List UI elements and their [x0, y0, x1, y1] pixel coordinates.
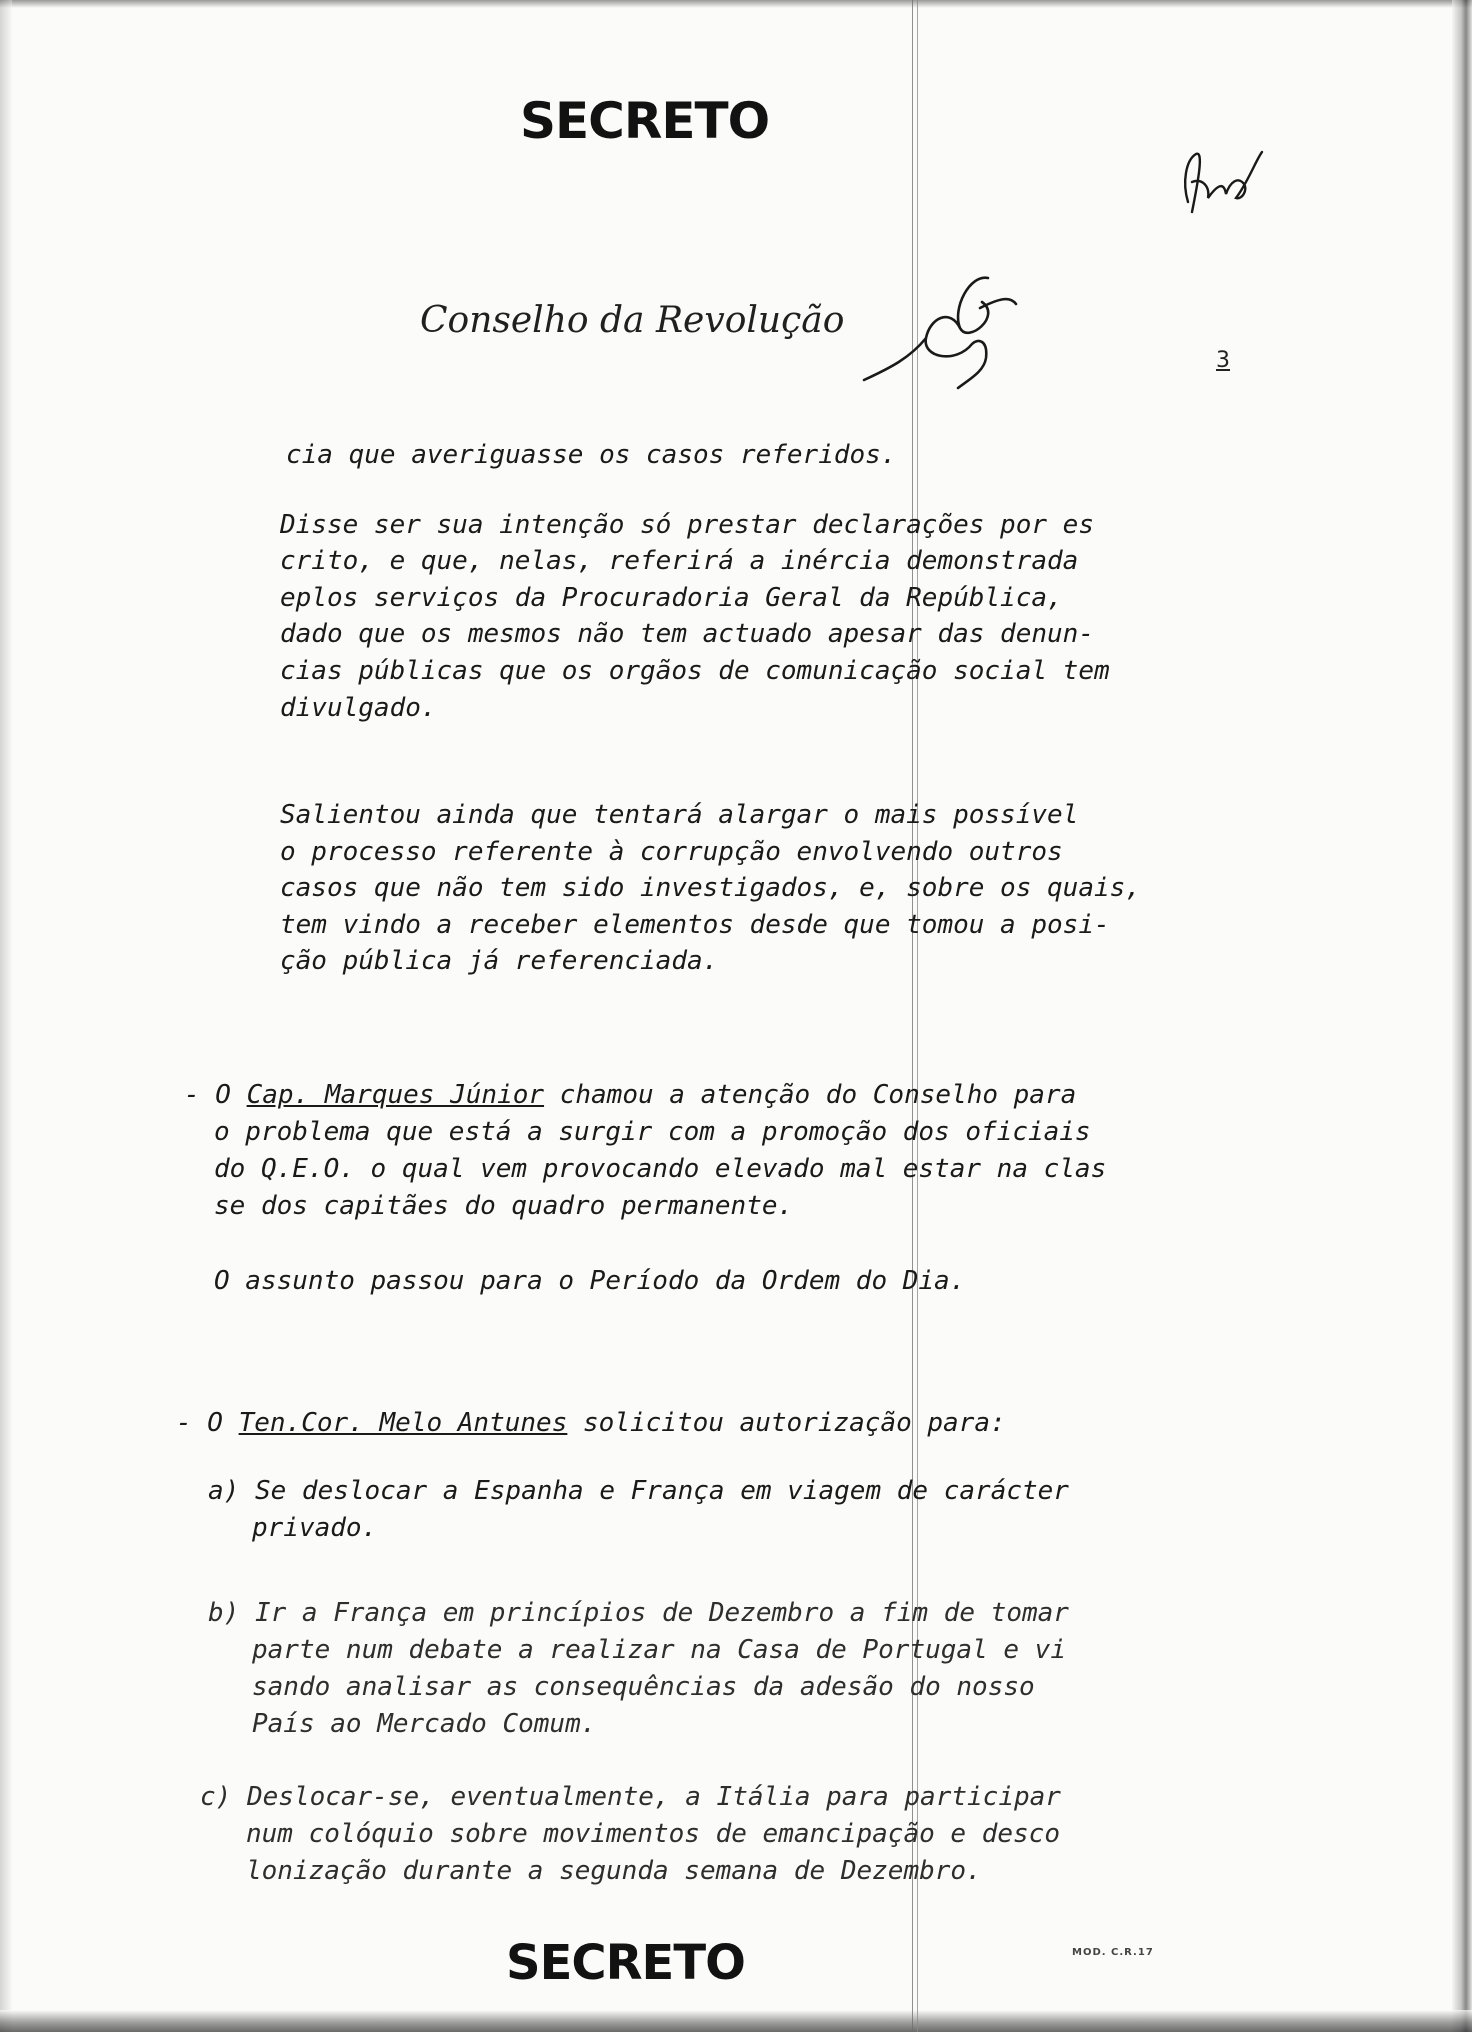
text-line: o problema que está a surgir com a promoção dos oficiais: [214, 1117, 1091, 1147]
secret-stamp-bottom: SECRETO: [506, 1935, 745, 1991]
text-line: Salientou ainda que tentará alargar o mais possível: [280, 800, 1079, 830]
scan-edge-bottom: [0, 2010, 1472, 2032]
text-line: divulgado.: [280, 693, 437, 723]
marques-item-line: [184, 1080, 1076, 1110]
bullet-dash: - O: [176, 1408, 223, 1438]
list-item-c: c) Deslocar-se, eventualmente, a Itália para participar: [200, 1782, 1061, 1812]
text-line: cia que averiguasse os casos referidos.: [286, 440, 897, 470]
text-line: casos que não tem sido investigados, e, sobre os quais,: [280, 873, 1141, 903]
text-line: do Q.E.O. o qual vem provocando elevado mal estar na clas: [214, 1154, 1107, 1184]
handwritten-initials: [1178, 142, 1268, 232]
text-line: tem vindo a receber elementos desde que tomou a posi-: [280, 910, 1110, 940]
bullet-dash: - O: [184, 1080, 231, 1110]
text-fragment: chamou a atenção do Conselho para: [559, 1080, 1077, 1110]
officer-name-antunes: Ten.Cor. Melo Antunes: [238, 1408, 568, 1438]
text-line: dado que os mesmos não tem actuado apesar das denun-: [280, 619, 1094, 649]
secret-stamp-top: SECRETO: [520, 92, 770, 150]
council-letterhead: Conselho da Revolução: [420, 300, 845, 341]
antunes-item-line: [176, 1408, 1006, 1438]
scan-edge-top: [0, 0, 1472, 8]
scan-edge-right: [1452, 0, 1472, 2032]
handwritten-signature: [860, 268, 1030, 398]
text-line: privado.: [252, 1513, 378, 1543]
text-line: lonização durante a segunda semana de Dezembro.: [246, 1856, 982, 1886]
text-line: Disse ser sua intenção só prestar declarações por es: [280, 510, 1094, 540]
list-item-a: a) Se deslocar a Espanha e França em viagem de carácter: [208, 1476, 1069, 1506]
text-line: cias públicas que os orgãos de comunicação social tem: [280, 656, 1110, 686]
form-code: MOD. C.R.17: [1072, 1947, 1154, 1958]
scan-edge-left: [0, 0, 12, 2032]
text-fragment: solicitou autorização para:: [583, 1408, 1006, 1438]
text-line: se dos capitães do quadro permanente.: [214, 1191, 794, 1221]
text-line: eplos serviços da Procuradoria Geral da República,: [280, 583, 1063, 613]
page-number: 3: [1216, 348, 1230, 373]
text-line: num colóquio sobre movimentos de emancipação e desco: [246, 1819, 1060, 1849]
text-line: País ao Mercado Comum.: [252, 1709, 597, 1739]
text-line: parte num debate a realizar na Casa de Portugal e vi: [252, 1635, 1066, 1665]
officer-name-marques: Cap. Marques Júnior: [246, 1080, 545, 1110]
text-line: sando analisar as consequências da adesão do nosso: [252, 1672, 1035, 1702]
text-line: o processo referente à corrupção envolvendo outros: [280, 837, 1063, 867]
text-line: O assunto passou para o Período da Ordem do Dia.: [214, 1266, 966, 1296]
list-item-b: b) Ir a França em princípios de Dezembro a fim de tomar: [208, 1598, 1069, 1628]
text-line: ção pública já referenciada.: [280, 946, 719, 976]
text-line: crito, e que, nelas, referirá a inércia demonstrada: [280, 546, 1079, 576]
